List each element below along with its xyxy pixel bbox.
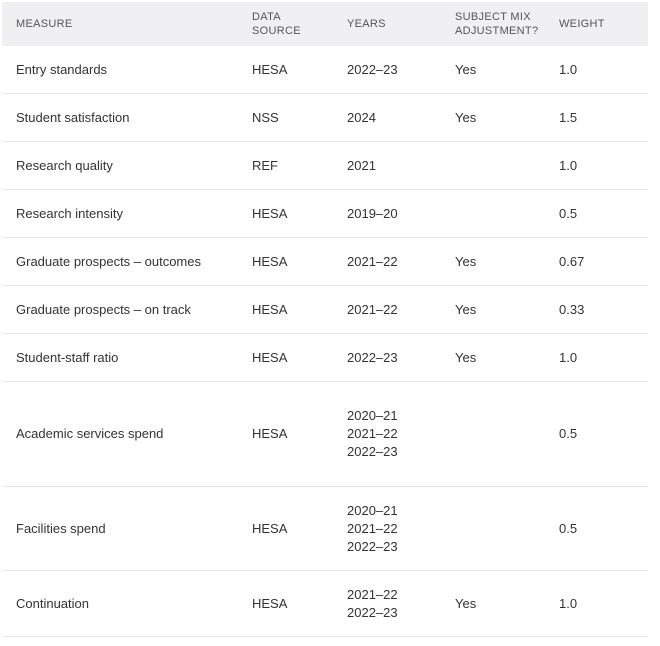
cell-weight: 1.0 [559,349,578,365]
table-row [2,487,648,571]
cell-measure: Research quality [16,157,113,173]
table-body [2,46,648,637]
cell-measure: Entry standards [16,61,108,77]
cell-measure: Graduate prospects – outcomes [16,253,201,269]
table-row [2,142,648,190]
cell-weight: 1.0 [559,61,578,77]
cell-weight: 0.33 [559,301,585,317]
cell-years [347,109,455,127]
cell-adjustment: Yes [455,301,477,317]
years-line: 2021–22 [347,426,398,441]
years-line: 2022–23 [347,349,398,365]
header-subject-mix-line-1: SUBJECT MIX [455,11,531,23]
header-subject-mix [455,10,559,38]
cell-years [347,586,455,622]
cell-measure: Facilities spend [16,520,106,536]
cell-weight: 0.5 [559,205,578,221]
cell-years [347,349,455,367]
cell-data-source: HESA [252,595,288,611]
table-row [2,286,648,334]
cell-adjustment: Yes [455,595,477,611]
table-row [2,382,648,487]
cell-measure: Student satisfaction [16,109,130,125]
cell-years [347,502,455,556]
cell-adjustment: Yes [455,349,477,365]
cell-adjustment: Yes [455,61,477,77]
cell-measure: Research intensity [16,205,123,221]
cell-data-source: HESA [252,205,288,221]
table-row [2,46,648,94]
cell-data-source: NSS [252,109,279,125]
years-line: 2024 [347,109,376,125]
cell-data-source: HESA [252,253,288,269]
cell-weight: 0.67 [559,253,585,269]
years-line: 2019–20 [347,205,398,221]
years-line: 2022–23 [347,61,398,77]
years-line: 2020–21 [347,502,398,518]
header-measure: MEASURE [16,18,73,30]
cell-data-source: HESA [252,349,288,365]
cell-measure: Student-staff ratio [16,349,119,365]
table-row [2,571,648,637]
years-line: 2021–22 [347,586,398,602]
years-line: 2020–21 [347,408,398,423]
header-data-source [252,10,347,38]
cell-adjustment: Yes [455,253,477,269]
table-row [2,94,648,142]
cell-measure: Graduate prospects – on track [16,301,191,317]
years-line: 2021–22 [347,520,398,536]
years-line: 2021–22 [347,301,398,317]
table-row [2,334,648,382]
years-line: 2022–23 [347,538,398,554]
header-data-source-line-1: DATA [252,11,281,23]
cell-years [347,205,455,223]
cell-weight: 1.5 [559,109,578,125]
cell-years [347,253,455,271]
header-years: YEARS [347,18,386,30]
cell-adjustment: Yes [455,109,477,125]
header-data-source-line-2: SOURCE [252,25,301,37]
cell-years [347,61,455,79]
table-header [2,2,648,46]
measures-table [2,2,648,637]
cell-measure: Continuation [16,595,89,611]
cell-data-source: REF [252,157,278,173]
header-subject-mix-line-2: ADJUSTMENT? [455,25,539,37]
cell-data-source: HESA [252,301,288,317]
years-line: 2021–22 [347,253,398,269]
cell-weight: 0.5 [559,426,578,441]
cell-years [347,407,455,461]
cell-data-source: HESA [252,61,288,77]
cell-measure: Academic services spend [16,426,164,441]
years-line: 2021 [347,157,376,173]
table-row [2,238,648,286]
years-line: 2022–23 [347,604,398,620]
cell-weight: 1.0 [559,595,578,611]
header-weight: WEIGHT [559,18,605,30]
table-row [2,190,648,238]
cell-weight: 1.0 [559,157,578,173]
cell-years [347,301,455,319]
cell-weight: 0.5 [559,520,578,536]
years-line: 2022–23 [347,444,398,459]
cell-data-source: HESA [252,426,288,441]
cell-years [347,157,455,175]
cell-data-source: HESA [252,520,288,536]
